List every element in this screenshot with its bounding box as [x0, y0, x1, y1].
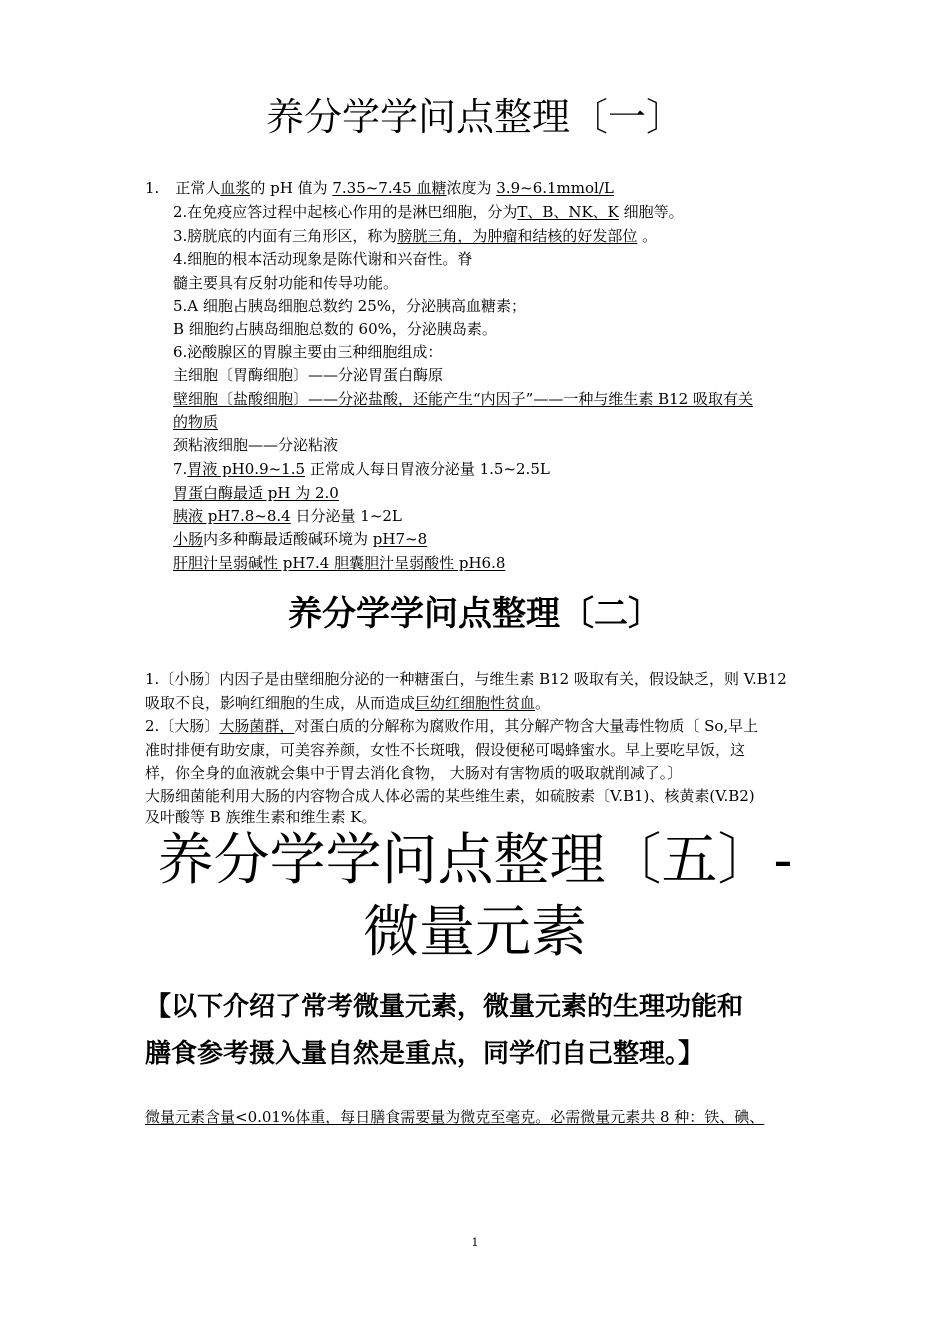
list-item-6-line-3: 壁细胞〔盐酸细胞〕——分泌盐酸，还能产生“内因子”——一种与维生素 B12 吸取有关: [173, 390, 753, 408]
paragraph-2-line-1: [145, 715, 758, 737]
section-title-5-line-1: 养分学学问点整理〔五〕-: [157, 828, 793, 893]
list-item-1: [145, 177, 614, 199]
underlined-text: 大肠菌群，: [219, 717, 295, 735]
section-title-5-line-2: 微量元素: [363, 900, 587, 965]
section-title-1: 养分学学问点整理〔一〕: [265, 95, 684, 139]
text: 细胞等。: [618, 203, 684, 221]
text: 2.〔大肠〕: [145, 717, 220, 735]
list-item-7-line-1: [173, 458, 550, 480]
text: 正常人: [175, 179, 221, 197]
underlined-text: 血浆: [220, 179, 251, 197]
list-item-5-line-1: 5.A 细胞占胰岛细胞总数约 25%，分泌胰高血糖素；: [173, 297, 527, 315]
body-line-1: 微量元素含量<0.01%体重，每日膳食需要量为微克至毫克。必需微量元素共 8 种：铁、碘、: [145, 1108, 765, 1126]
list-item-3: [173, 225, 657, 247]
underlined-text: 3.9~6.1mmol/L: [496, 179, 614, 197]
list-number: 1.: [145, 179, 160, 197]
text: 7.: [173, 460, 188, 478]
text: 的 pH 值为: [250, 179, 333, 197]
text: 。: [535, 694, 551, 712]
list-item-6-line-2: 主细胞〔胃酶细胞〕——分泌胃蛋白酶原: [173, 366, 444, 384]
list-item-6-line-4: 的物质: [173, 413, 219, 431]
underlined-text: 膀胱三角，为肿瘤和结核的好发部位: [397, 227, 638, 245]
list-item-6-line-1: 6.泌酸腺区的胃腺主要由三种细胞组成：: [173, 343, 443, 361]
text: 日分泌量 1~2L: [290, 507, 402, 525]
list-item-4-line-2: 髓主要具有反射功能和传导功能。: [173, 274, 399, 292]
section-title-2: 养分学学问点整理〔二〕: [288, 594, 662, 634]
paragraph-2-line-5: 及叶酸等 B 族维生素和维生素 K。: [145, 808, 377, 826]
list-item-7-line-2: 胃蛋白酶最适 pH 为 2.0: [173, 484, 339, 502]
paragraph-2-line-2: 准时排便有助安康，可美容养颜，女性不长斑哦，假设便秘可喝蜂蜜水。早上要吃早饭，这: [145, 741, 746, 759]
text: 正常成人每日胃液分泌量 1.5~2.5L: [305, 460, 550, 478]
underlined-text: 7.35~7.45: [332, 179, 412, 197]
underlined-text: pH7~8: [372, 530, 428, 548]
text: 内多种酶最适酸碱环境为: [203, 530, 373, 548]
list-item-7-line-4: [173, 528, 427, 550]
text: 吸取不良，影响红细胞的生成，从而造成: [145, 694, 416, 712]
paragraph-1-line-2: [145, 692, 550, 714]
paragraph-1-line-1: 1.〔小肠〕内因子是由壁细胞分泌的一种糖蛋白，与维生素 B12 吸取有关，假设缺乏，则 V.B12: [145, 670, 787, 688]
note-line-1: 【以下介绍了常考微量元素，微量元素的生理功能和: [145, 992, 744, 1022]
paragraph-2-line-3: 样，你全身的血液就会集中于胃去消化食物， 大肠对有害物质的吸取就削减了。〕: [145, 764, 683, 782]
list-item-7-line-3: [173, 505, 402, 527]
text: 浓度为: [446, 179, 497, 197]
list-item-6-line-5: 颈粘液细胞——分泌粘液: [173, 436, 339, 454]
underlined-text: 血糖: [411, 179, 447, 197]
underlined-text: T、B、NK、K: [517, 203, 619, 221]
list-item-2: [173, 201, 684, 223]
page-number: 1: [471, 1236, 479, 1249]
list-item-4-line-1: 4.细胞的根本活动现象是陈代谢和兴奋性。脊: [173, 250, 473, 268]
text: 对蛋白质的分解称为腐败作用，其分解产物含大量毒性物质〔 So,早上: [294, 717, 759, 735]
text: 3.膀胱底的内面有三角形区，称为: [173, 227, 398, 245]
text: 。: [637, 227, 658, 245]
text: 2.在免疫应答过程中起核心作用的是淋巴细胞，分为: [173, 203, 518, 221]
underlined-text: 小肠: [173, 530, 204, 548]
note-line-2: 膳食参考摄入量自然是重点，同学们自己整理。】: [145, 1039, 705, 1069]
list-item-7-line-5: 肝胆汁呈弱碱性 pH7.4 胆囊胆汁呈弱酸性 pH6.8: [173, 554, 506, 572]
paragraph-2-line-4: 大肠细菌能利用大肠的内容物合成人体必需的某些维生素，如硫胺素〔V.B1)、核黄素(V.B2): [145, 787, 755, 805]
underlined-text: 巨幼红细胞性贫血: [415, 694, 536, 712]
underlined-text: 胃液 pH0.9~1.5: [187, 460, 306, 478]
list-item-5-line-2: B 细胞约占胰岛细胞总数的 60%，分泌胰岛素。: [173, 320, 497, 338]
underlined-text: 胰液 pH7.8~8.4: [173, 507, 291, 525]
